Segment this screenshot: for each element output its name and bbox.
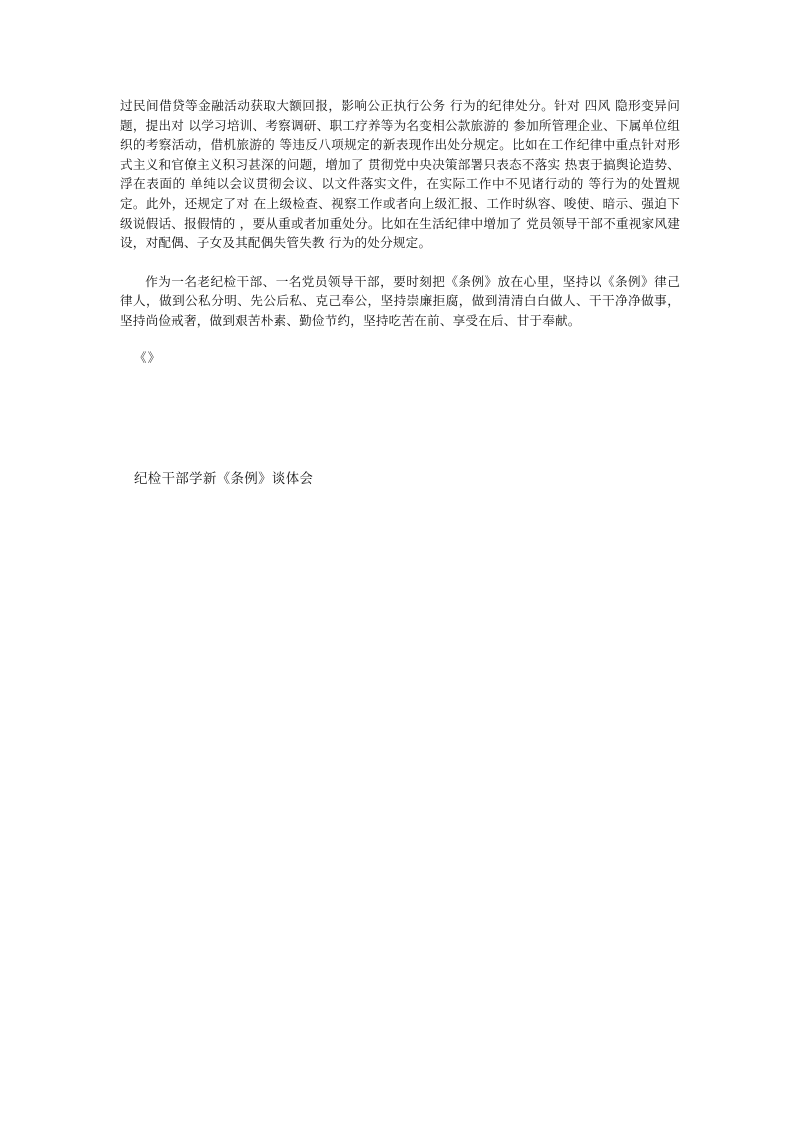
- empty-book-title-brackets: 《》: [134, 349, 162, 365]
- paragraph-personal-reflection: 作为一名老纪检干部、一名党员领导干部，要时刻把《条例》放在心里，坚持以《条例》律己律人，做到公私分明、先公后私、克己奉公，坚持崇廉拒腐，做到清清白白做人、干干净净做事，坚持尚俭戒奢，做到艰苦朴素、勤俭节约，坚持吃苦在前、享受在后、甘于奉献。: [120, 273, 680, 328]
- document-title: 纪检干部学新《条例》谈体会: [134, 472, 314, 487]
- document-body: [120, 96, 680, 367]
- paragraph-discipline-rules: 过民间借贷等金融活动获取大额回报，影响公正执行公务 行为的纪律处分。针对 四风 隐形变异问题，提出对 以学习培训、考察调研、职工疗养等为名变相公款旅游的 参加所管理企业、下属单位组织的考察活动，借机旅游的 等违反八项规定的新表现作出处分规定。比如在工作纪律中重点针对形式主义和官僚主义积习甚深的问题，增加了 贯彻党中央决策部署只表态不落实 热衷于搞舆论造势、浮在表面的 单纯以会议贯彻会议、以文件落实文件，在实际工作中不见诸行动的 等行为的处置规定。此外，还规定了对 在上级检查、视察工作或者向上级汇报、工作时纵容、唆使、暗示、强迫下级说假话、报假情的 ，要从重或者加重处分。比如在生活纪律中增加了 党员领导干部不重视家风建设，对配偶、子女及其配偶失管失教 行为的处分规定。: [120, 98, 680, 251]
